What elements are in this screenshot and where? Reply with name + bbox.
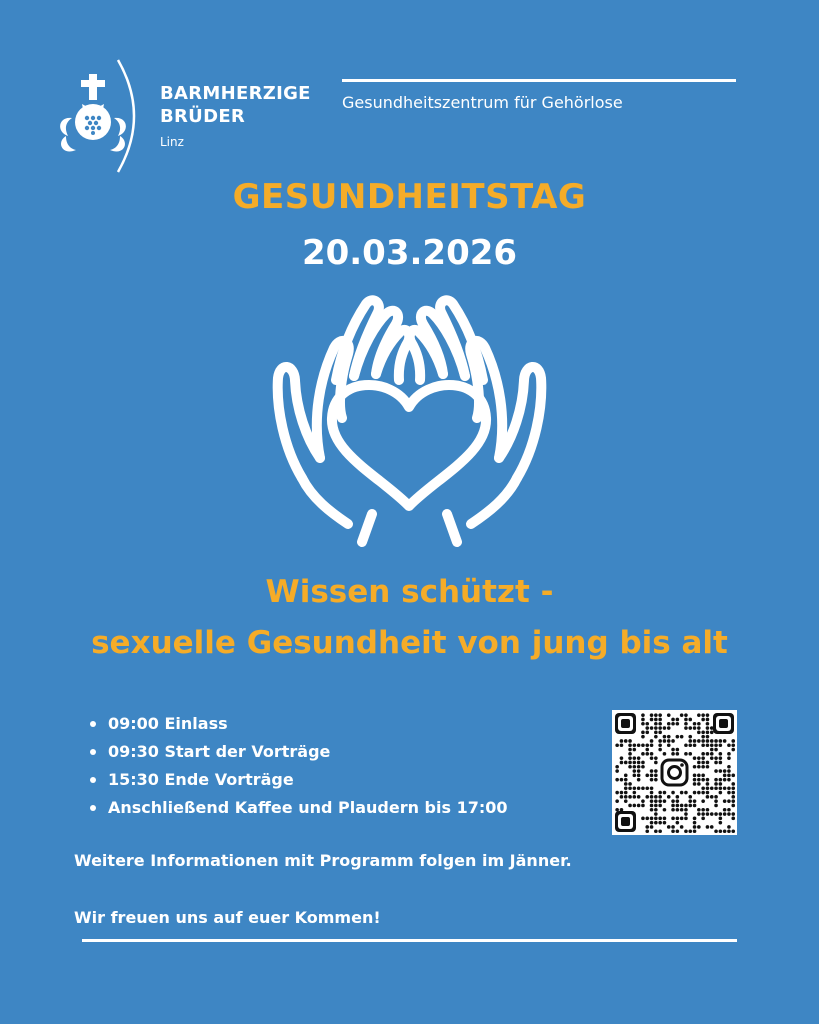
- info-text: Weitere Informationen mit Programm folgen im Jänner.: [74, 851, 572, 870]
- event-date: 20.03.2026: [301, 233, 518, 273]
- schedule-item: Anschließend Kaffee und Plaudern bis 17:00: [88, 794, 508, 822]
- logo-arc-decoration: [112, 56, 152, 176]
- footer-divider: [82, 939, 737, 942]
- headline-line1: Wissen schützt -: [265, 574, 554, 610]
- headline-line2: sexuelle Gesundheit von jung bis alt: [91, 625, 728, 661]
- instagram-qr-code-icon[interactable]: [612, 710, 737, 835]
- brand-city: Linz: [160, 135, 184, 149]
- schedule-list: [88, 710, 508, 822]
- event-title: GESUNDHEITSTAG: [232, 177, 587, 217]
- schedule-item: 09:30 Start der Vorträge: [88, 738, 508, 766]
- header-divider: [342, 79, 736, 82]
- brand-name-line1: BARMHERZIGE: [160, 83, 311, 104]
- brand-name-line2: BRÜDER: [160, 106, 246, 127]
- schedule-item: 09:00 Einlass: [88, 710, 508, 738]
- hands-holding-heart-icon: [262, 288, 557, 553]
- header-subtitle: Gesundheitszentrum für Gehörlose: [342, 93, 623, 112]
- schedule-item: 15:30 Ende Vorträge: [88, 766, 508, 794]
- closing-text: Wir freuen uns auf euer Kommen!: [74, 908, 381, 927]
